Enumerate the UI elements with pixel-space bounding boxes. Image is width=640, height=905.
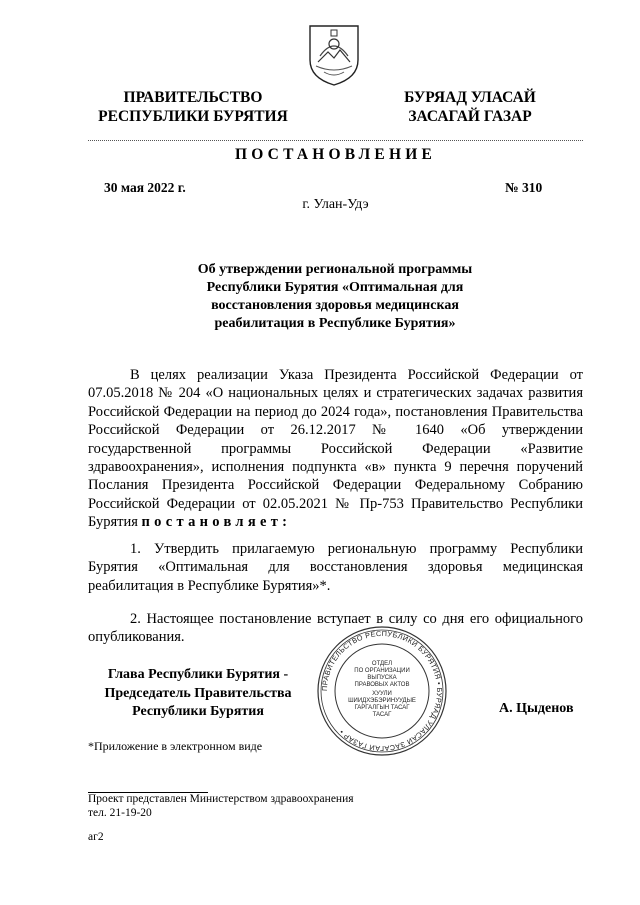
body-paragraph-item-2: 2. Настоящее постановление вступает в силу со дня его официального опубликования.: [88, 611, 583, 646]
stamp-ring-text: ПРАВИТЕЛЬСТВО РЕСПУБЛИКИ БУРЯТИЯ • БУРЯАД УЛАСАЙ ЗАСАГАЙ ГАЗАР •: [319, 628, 445, 754]
stamp-line8: ТАСАГ: [372, 712, 392, 718]
signatory-name: А. Цыденов: [499, 701, 574, 716]
subject-line3: восстановления здоровья медицинская: [211, 298, 459, 313]
document-subject: [160, 261, 510, 333]
body-paragraph-item-1: 1. Утвердить прилагаемую региональную программу Республики Бурятия «Оптимальная для восстановления здоровья медицинская реабилитация в Республике Бурятия»*.: [88, 541, 583, 594]
header-right-line1: БУРЯАД УЛАСАЙ: [404, 89, 536, 106]
footer-line2: тел. 21-19-20: [88, 806, 152, 819]
footer-code: аг2: [88, 831, 104, 843]
document-title: ПОСТАНОВЛЕНИЕ: [234, 146, 437, 163]
official-stamp: [316, 625, 448, 757]
signatory-title: [88, 666, 308, 722]
subject-line2: Республики Бурятия «Оптимальная для: [206, 280, 464, 295]
attachment-note: *Приложение в электронном виде: [88, 739, 263, 753]
coat-of-arms-emblem: [304, 22, 364, 88]
signatory-title-line1: Глава Республики Бурятия -: [107, 667, 289, 682]
document-city: г. Улан-Удэ: [302, 197, 369, 212]
stamp-line4: ПРАВОВЫХ АКТОВ: [354, 682, 410, 688]
header-left: [78, 88, 308, 126]
header-left-line1: ПРАВИТЕЛЬСТВО: [123, 89, 263, 106]
signatory-title-line2: Председатель Правительства: [104, 685, 292, 701]
stamp-line5: ХУУЛИ: [372, 691, 392, 697]
header-right: [390, 88, 550, 126]
stamp-line1: ОТДЕЛ: [371, 661, 393, 667]
stamp-line2: ПО ОРГАНИЗАЦИИ: [354, 668, 410, 674]
footer-info: [88, 793, 354, 820]
stamp-line7: ГАРГАЛГЫН ТАСАГ: [354, 705, 410, 711]
subject-line4: реабилитация в Республике Бурятия»: [214, 316, 456, 331]
document-date: 30 мая 2022 г.: [104, 180, 186, 195]
body-paragraph-preamble: [88, 366, 583, 532]
resolves-keyword: постановляет:: [141, 514, 292, 531]
stamp-line3: ВЫПУСКА: [367, 675, 397, 681]
signatory-title-line3: Республики Бурятия: [132, 704, 264, 719]
header-left-line2: РЕСПУБЛИКИ БУРЯТИЯ: [98, 108, 288, 125]
header-right-line2: ЗАСАГАЙ ГАЗАР: [408, 108, 532, 125]
header-divider: [88, 140, 583, 141]
footer-line1: Проект представлен Министерством здравоохранения: [88, 793, 354, 805]
preamble-text: В целях реализации Указа Президента Российской Федерации от 07.05.2018 № 204 «О национальных целях и стратегических задачах развития Российской Федерации на период до 2024 года», постановления Правительства Российской Федерации от 26.12.2017 № 1640 «Об утверждении государственной программы Российской Федерации «Развитие здравоохранения», исполнения подпункта «в» пункта 9 перечня поручений Послания Президента Российской Федерации Федеральному Собранию Российской Федерации от 02.05.2021 № Пр-753 Правительство Республики Бурятия: [88, 367, 583, 531]
document-number: № 310: [505, 180, 543, 195]
stamp-line6: ШИИДХЭБЭРИНУУДЫЕ: [348, 698, 416, 704]
subject-line1: Об утверждении региональной программы: [197, 262, 473, 277]
